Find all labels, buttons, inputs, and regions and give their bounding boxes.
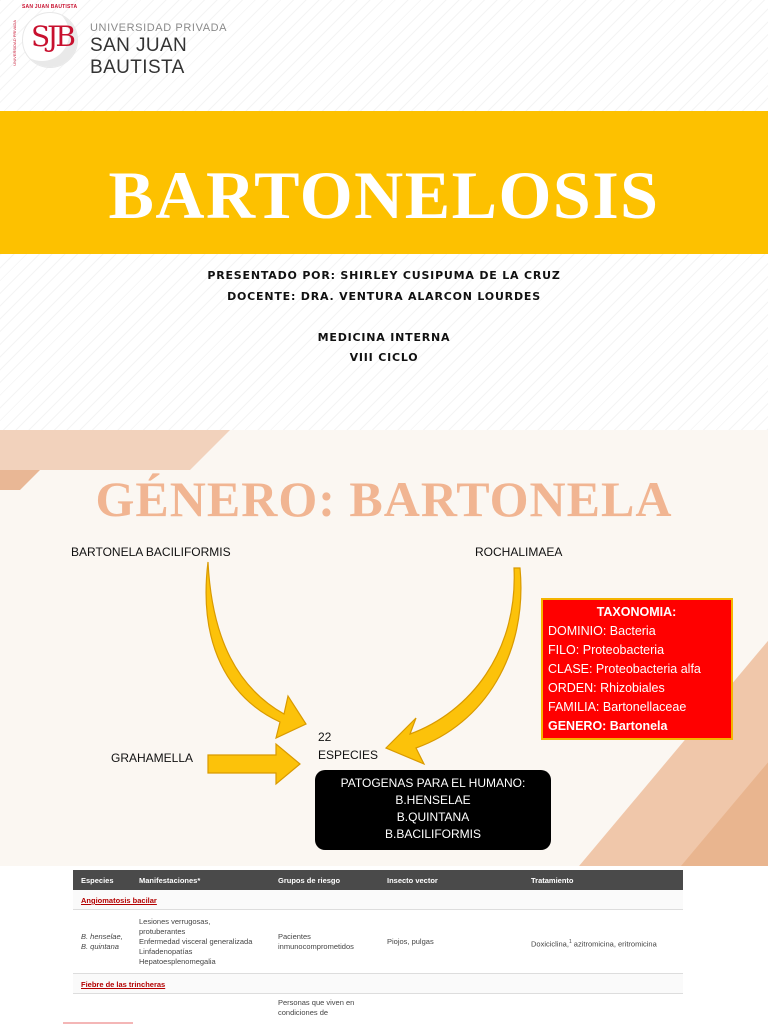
taxonomy-line: FAMILIA: Bartonellaceae <box>548 700 687 714</box>
taxonomy-box <box>541 598 733 740</box>
curved-arrow-left <box>206 562 306 738</box>
risk-cell <box>278 932 354 952</box>
risk-line: Pacientes <box>278 932 311 941</box>
risk-line: Personas que viven en <box>278 998 355 1007</box>
header-cell: Insecto vector <box>387 876 438 885</box>
taxonomy-title: TAXONOMIA: <box>596 605 677 619</box>
risk-line: condiciones de <box>278 1008 329 1017</box>
genus-title: GÉNERO: BARTONELA <box>95 471 673 527</box>
logo-university-label: UNIVERSIDAD PRIVADA <box>90 22 228 34</box>
treatment-text: Doxiciclina, <box>531 939 569 949</box>
label-bartonela-baciliformis: BARTONELA BACILIFORMIS <box>71 545 231 559</box>
species-label: ESPECIES <box>318 748 379 762</box>
header-cell: Manifestaciones* <box>139 876 201 885</box>
table-row <box>73 994 683 1024</box>
species-cell <box>81 932 123 952</box>
treatment-rest: azitromicina, eritromicina <box>571 939 657 949</box>
taxonomy-genus: GENERO: Bartonela <box>548 719 668 733</box>
title-slide <box>0 0 768 430</box>
university-logo <box>10 4 270 78</box>
vector-cell: Piojos, pulgas <box>387 937 434 946</box>
pathogens-box <box>315 770 551 850</box>
cycle-line: VIII CICLO <box>349 351 419 364</box>
manifestation-line: Linfadenopatías <box>139 947 193 956</box>
header-cell: Especies <box>81 876 114 885</box>
label-rochalimaea: ROCHALIMAEA <box>475 545 563 559</box>
species-line: B. quintana <box>81 942 119 951</box>
treatment-superscript: 1 <box>568 939 572 945</box>
species-table-slide <box>0 866 768 1024</box>
logo-university-name: SAN JUAN BAUTISTA <box>90 35 188 78</box>
curved-arrow-right <box>386 568 521 764</box>
table-header <box>73 870 683 890</box>
manifestation-line: protuberantes <box>139 927 186 936</box>
logo-mark-text: SJB <box>31 20 73 53</box>
presenter-line: PRESENTADO POR: SHIRLEY CUSIPUMA DE LA CRUZ <box>207 269 561 282</box>
species-count: 22 <box>318 730 332 744</box>
manifestation-line: Hepatoesplenomegalia <box>139 957 216 966</box>
species-line: B. henselae, <box>81 932 123 941</box>
species-table <box>73 870 683 1024</box>
slide-title: BARTONELOSIS <box>108 157 660 233</box>
risk-cell <box>278 998 354 1018</box>
table-section-row <box>73 890 683 910</box>
treatment-cell <box>531 937 657 950</box>
pathogen-item: B.HENSELAE <box>395 793 471 807</box>
header-cell: Grupos de riesgo <box>278 876 341 885</box>
manifestations-cell <box>139 917 252 967</box>
section-link[interactable]: Fiebre de las trincheras <box>81 980 166 989</box>
taxonomy-line: CLASE: Proteobacteria alfa <box>548 662 701 676</box>
table-section-row <box>73 974 683 994</box>
table-row <box>73 910 683 974</box>
genus-slide <box>0 430 768 866</box>
label-grahamella: GRAHAMELLA <box>111 751 194 765</box>
manifestation-line: Lesiones verrugosas, <box>139 917 211 926</box>
pathogens-title: PATOGENAS PARA EL HUMANO: <box>340 776 526 790</box>
section-link[interactable]: Angiomatosis bacilar <box>81 896 157 905</box>
pathogen-item: B.BACILIFORMIS <box>384 827 482 841</box>
logo-mark <box>22 12 78 68</box>
taxonomy-line: FILO: Proteobacteria <box>548 643 665 657</box>
taxonomy-line: DOMINIO: Bacteria <box>548 624 656 638</box>
risk-line: inmunocomprometidos <box>278 942 354 951</box>
logo-vertical-text: UNIVERSIDAD PRIVADA <box>12 20 17 66</box>
course-line: MEDICINA INTERNA <box>317 331 451 344</box>
straight-arrow <box>208 744 300 784</box>
logo-small-text: SAN JUAN BAUTISTA <box>22 4 78 10</box>
pathogen-item: B.QUINTANA <box>396 810 470 824</box>
teacher-line: DOCENTE: DRA. VENTURA ALARCON LOURDES <box>227 290 541 303</box>
manifestation-line: Enfermedad visceral generalizada <box>139 937 253 946</box>
taxonomy-line: ORDEN: Rhizobiales <box>548 681 665 695</box>
header-cell: Tratamiento <box>531 876 574 885</box>
